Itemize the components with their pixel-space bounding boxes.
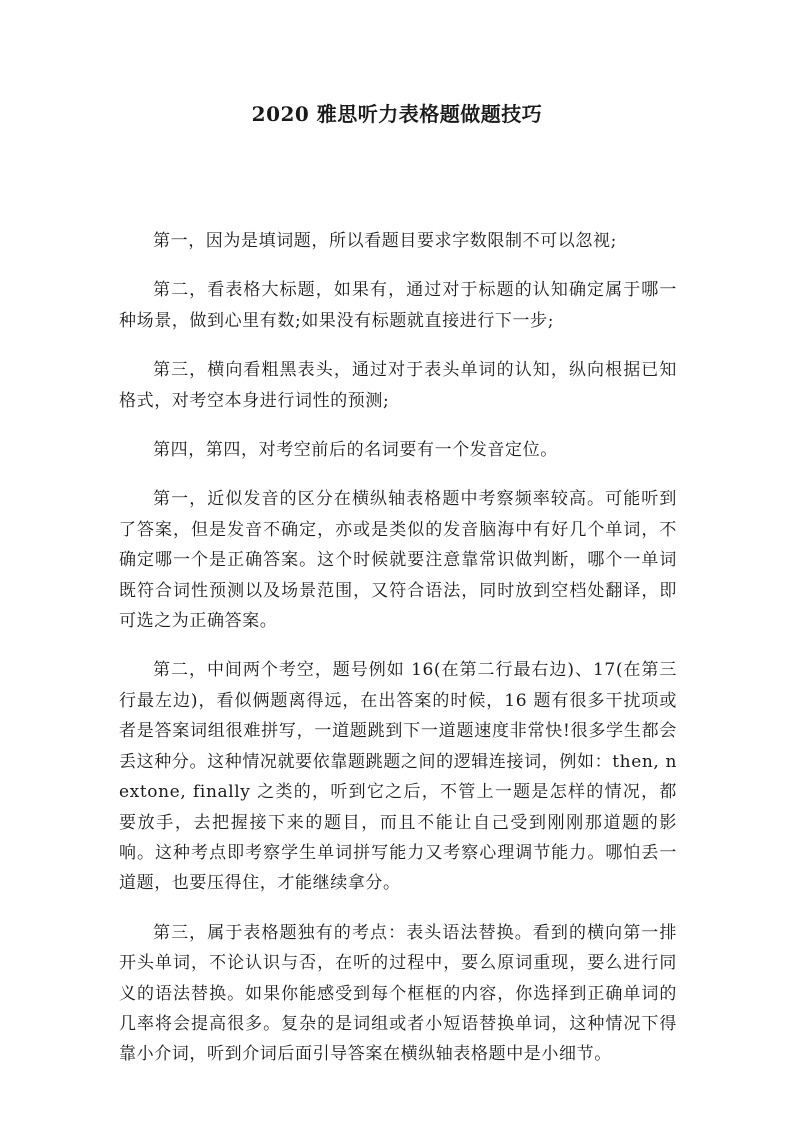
paragraph-6: 第二，中间两个考空，题号例如 16(在第二行最右边)、17(在第三行最左边)，看似俩题离得远，在出答案的时候，16 题有很多干扰项或者是答案词组很难拼写，一道题跳到下一道题速度非常快!很多学生都会丢这种分。这种情况就要依靠题跳题之间的逻辑连接词，例如：then, nextone, finally 之类的，听到它之后，不管上一题是怎样的情况，都要放手，去把握接下来的题目，而且不能让自己受到刚刚那道题的影响。这种考点即考察学生单词拼写能力又考察心理调节能力。哪怕丢一道题，也要压得住，才能继续拿分。 xyxy=(119,660,677,894)
paragraph-7: 第三，属于表格题独有的考点：表头语法替换。看到的横向第一排开头单词，不论认识与否，在听的过程中，要么原词重现，要么进行同义的语法替换。如果你能感受到每个框框的内容，你选择到正确单词的几率将会提高很多。复杂的是词组或者小短语替换单词，这种情况下得靠小介词，听到介词后面引导答案在横纵轴表格题中是小细节。 xyxy=(119,922,677,1065)
paragraph-3: 第三，横向看粗黑表头，通过对于表头单词的认知，纵向根据已知格式，对考空本身进行词性的预测; xyxy=(119,360,677,411)
document-body xyxy=(119,226,677,1089)
paragraph-2: 第二，看表格大标题，如果有，通过对于标题的认知确定属于哪一种场景，做到心里有数;如果没有标题就直接进行下一步; xyxy=(119,280,677,331)
paragraph-4: 第四，第四，对考空前后的名词要有一个发音定位。 xyxy=(153,440,558,461)
paragraph-1: 第一，因为是填词题，所以看题目要求字数限制不可以忽视; xyxy=(153,231,617,251)
document-title: 2020 雅思听力表格题做题技巧 xyxy=(251,102,543,126)
paragraph-5: 第一，近似发音的区分在横纵轴表格题中考察频率较高。可能听到了答案，但是发音不确定，亦或是类似的发音脑海中有好几个单词，不确定哪一个是正确答案。这个时候就要注意靠常识做判断，哪个一单词既符合词性预测以及场景范围，又符合语法，同时放到空档处翻译，即可选之为正确答案。 xyxy=(119,489,677,632)
